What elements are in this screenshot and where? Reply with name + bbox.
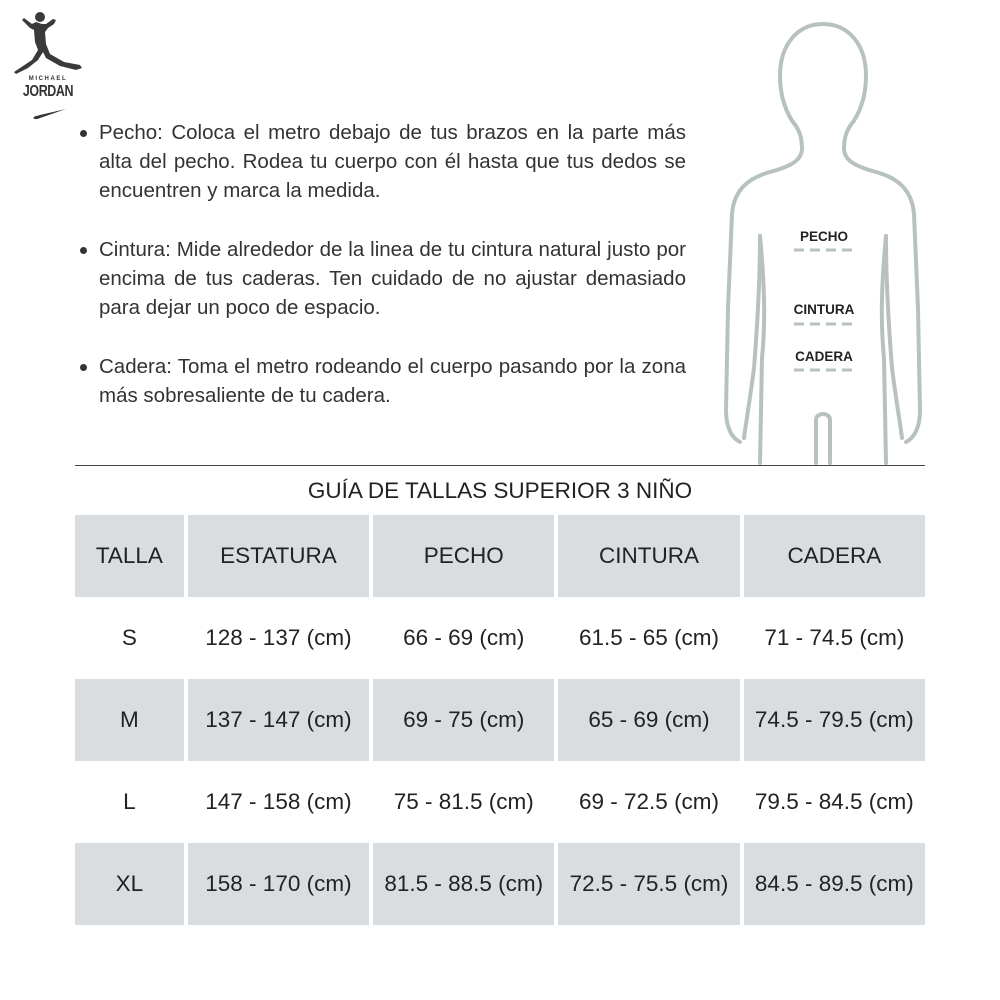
divider xyxy=(75,465,925,466)
bullet-dot-icon xyxy=(80,130,87,137)
size-table xyxy=(71,515,929,925)
body-figure xyxy=(720,18,930,466)
bullet-dot-icon xyxy=(80,247,87,254)
measurement-instructions xyxy=(80,118,686,440)
table-row xyxy=(75,761,925,843)
instruction-waist xyxy=(80,235,686,322)
instruction-text: Cintura: Mide alrededor de la linea de tu cintura natural justo por encima de tus caderas. Ten cuidado de no ajustar demasiado para dejar un poco de espacio. xyxy=(99,238,686,319)
hip-label: CADERA xyxy=(795,349,853,364)
cell-chest: 75 - 81.5 (cm) xyxy=(393,789,534,814)
jumpman-icon xyxy=(10,10,86,76)
chest-label: PECHO xyxy=(799,229,848,244)
cell-height: 147 - 158 (cm) xyxy=(205,789,352,814)
cell-size: L xyxy=(123,789,136,814)
brand-sub-label: MICHAEL xyxy=(28,76,68,82)
brand-logo xyxy=(10,10,86,122)
cell-chest: 69 - 75 (cm) xyxy=(373,679,554,761)
cell-waist: 72.5 - 75.5 (cm) xyxy=(558,843,739,925)
table-row xyxy=(75,843,925,925)
table-row xyxy=(75,679,925,761)
cell-chest: 81.5 - 88.5 (cm) xyxy=(373,843,554,925)
header-chest: PECHO xyxy=(373,515,554,597)
instruction-text: Pecho: Coloca el metro debajo de tus brazos en la parte más alta del pecho. Rodea tu cuerpo con él hasta que tus dedos se encuentren y marca la medida. xyxy=(99,121,686,202)
bullet-dot-icon xyxy=(80,364,87,371)
swoosh-icon xyxy=(32,108,66,120)
table-header-row xyxy=(75,515,925,597)
table-title: GUÍA DE TALLAS SUPERIOR 3 NIÑO xyxy=(307,478,693,503)
cell-height: 137 - 147 (cm) xyxy=(188,679,369,761)
cell-size: S xyxy=(121,625,137,650)
cell-hip: 79.5 - 84.5 (cm) xyxy=(754,789,914,814)
table-row xyxy=(75,597,925,679)
cell-hip: 74.5 - 79.5 (cm) xyxy=(744,679,925,761)
cell-chest: 66 - 69 (cm) xyxy=(403,625,525,650)
header-waist: CINTURA xyxy=(558,515,739,597)
header-height: ESTATURA xyxy=(188,515,369,597)
cell-waist: 69 - 72.5 (cm) xyxy=(579,789,720,814)
header-hip: CADERA xyxy=(744,515,925,597)
cell-height: 158 - 170 (cm) xyxy=(188,843,369,925)
cell-height: 128 - 137 (cm) xyxy=(205,625,352,650)
waist-label: CINTURA xyxy=(793,302,855,317)
header-size: TALLA xyxy=(75,515,184,597)
cell-waist: 61.5 - 65 (cm) xyxy=(579,625,720,650)
cell-hip: 71 - 74.5 (cm) xyxy=(764,625,905,650)
brand-name: JORDAN xyxy=(22,83,74,100)
instruction-hip xyxy=(80,352,686,410)
instruction-chest xyxy=(80,118,686,205)
cell-waist: 65 - 69 (cm) xyxy=(558,679,739,761)
instruction-text: Cadera: Toma el metro rodeando el cuerpo pasando por la zona más sobresaliente de tu cadera. xyxy=(99,355,686,407)
cell-size: XL xyxy=(75,843,184,925)
cell-hip: 84.5 - 89.5 (cm) xyxy=(744,843,925,925)
cell-size: M xyxy=(75,679,184,761)
